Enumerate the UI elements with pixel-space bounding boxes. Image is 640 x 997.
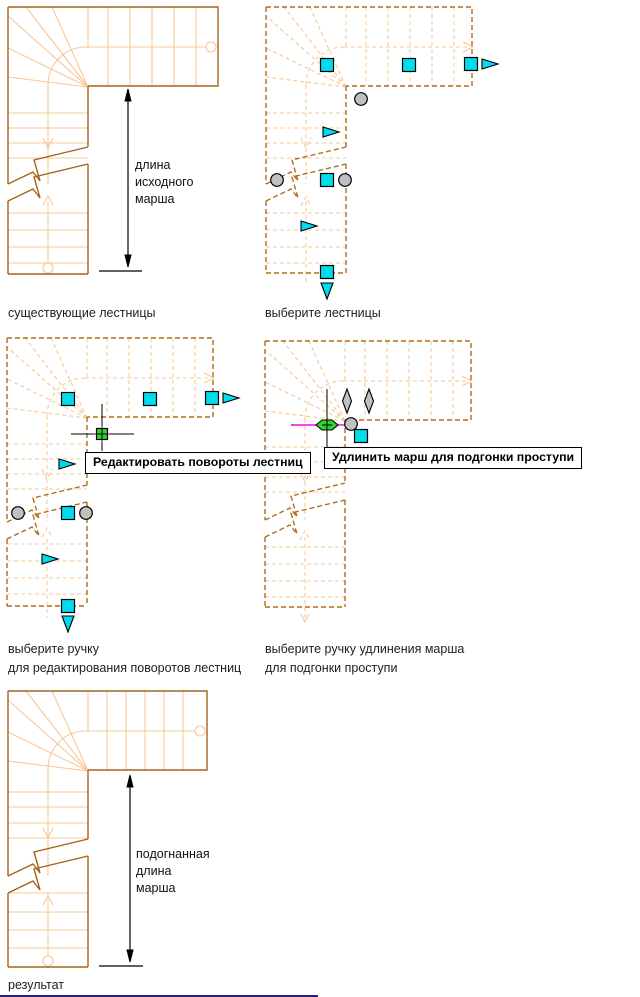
- path-end-circle: [43, 956, 53, 966]
- dimension-arrow-icon: [125, 255, 131, 267]
- winder-line: [265, 350, 345, 421]
- dimension-label-original: [135, 157, 193, 208]
- caption-select-stairs: выберите лестницы: [265, 306, 381, 320]
- triangle-grip-icon[interactable]: [482, 59, 498, 69]
- dimension-arrow-icon: [127, 775, 133, 787]
- winder-line: [7, 347, 87, 418]
- stair-selected: [266, 7, 473, 285]
- turn-arc: [48, 47, 86, 85]
- square-grip-icon[interactable]: [144, 393, 157, 406]
- break-line: [265, 483, 345, 520]
- dim-original-line1: длина: [135, 158, 171, 172]
- dimension-label-adjusted: [136, 846, 210, 897]
- caption-select-grip-line2: для редактирования поворотов лестниц: [8, 661, 242, 675]
- caption-select-lengthen-line2: для подгонки проступи: [265, 661, 398, 675]
- square-grip-icon[interactable]: [321, 59, 334, 72]
- winder-line: [8, 700, 88, 771]
- square-grip-icon[interactable]: [62, 507, 75, 520]
- circle-grip-icon[interactable]: [345, 418, 358, 431]
- up-arrow-icon: [42, 528, 52, 537]
- diamond-grip-icon[interactable]: [343, 389, 352, 413]
- caption-select-grip: [8, 640, 241, 678]
- circle-grip-icon[interactable]: [271, 174, 284, 187]
- diamond-grip-icon[interactable]: [365, 389, 374, 413]
- dimension-arrow-icon: [125, 89, 131, 101]
- path-end-circle: [43, 263, 53, 273]
- winder-line: [25, 338, 87, 418]
- winder-line: [8, 16, 88, 87]
- tooltip-lengthen-flight: Удлинить марш для подгонки проступи: [324, 447, 582, 469]
- triangle-grip-icon[interactable]: [42, 554, 58, 564]
- dim-adjusted-line1: подогнанная: [136, 847, 210, 861]
- dim-adjusted-line3: марша: [136, 881, 176, 895]
- path-end-circle: [195, 726, 205, 736]
- square-grip-icon[interactable]: [62, 393, 75, 406]
- caption-result: результат: [8, 978, 65, 992]
- winder-line: [283, 341, 345, 421]
- circle-grip-icon[interactable]: [80, 507, 93, 520]
- stair-lengthen: [265, 341, 472, 622]
- circle-grip-icon[interactable]: [339, 174, 352, 187]
- stair-existing: [8, 7, 218, 274]
- winder-line: [266, 16, 346, 87]
- caption-select-lengthen-line1: выберите ручку удлинения марша: [265, 642, 465, 656]
- tooltip-edit-turns: Редактировать повороты лестниц: [85, 452, 311, 474]
- caption-select-grip-line1: выберите ручку: [8, 642, 99, 656]
- square-grip-icon[interactable]: [321, 266, 334, 279]
- stair-result: [8, 691, 207, 967]
- dim-original-line2: исходного: [135, 175, 194, 189]
- stair-edit-turns: [7, 338, 214, 618]
- grips-lengthen-stair: [291, 389, 374, 447]
- square-grip-icon[interactable]: [62, 600, 75, 613]
- dim-original-line3: марша: [135, 192, 175, 206]
- triangle-grip-icon[interactable]: [59, 459, 75, 469]
- circle-grip-icon[interactable]: [12, 507, 25, 520]
- square-grip-icon[interactable]: [355, 430, 368, 443]
- square-grip-icon[interactable]: [465, 58, 478, 71]
- turn-arc: [48, 731, 86, 769]
- dimension-arrow-icon: [127, 950, 133, 962]
- turn-arc: [305, 381, 343, 419]
- winder-line: [284, 7, 346, 87]
- caption-existing-stairs: существующие лестницы: [8, 306, 156, 320]
- square-grip-icon[interactable]: [321, 174, 334, 187]
- square-grip-icon[interactable]: [403, 59, 416, 72]
- triangle-grip-icon[interactable]: [62, 616, 74, 632]
- dim-adjusted-line2: длина: [136, 864, 172, 878]
- caption-select-lengthen: [265, 640, 464, 678]
- path-end-circle: [206, 42, 216, 52]
- triangle-grip-icon[interactable]: [223, 393, 239, 403]
- circle-grip-icon[interactable]: [355, 93, 368, 106]
- triangle-grip-icon[interactable]: [321, 283, 333, 299]
- square-grip-icon[interactable]: [206, 392, 219, 405]
